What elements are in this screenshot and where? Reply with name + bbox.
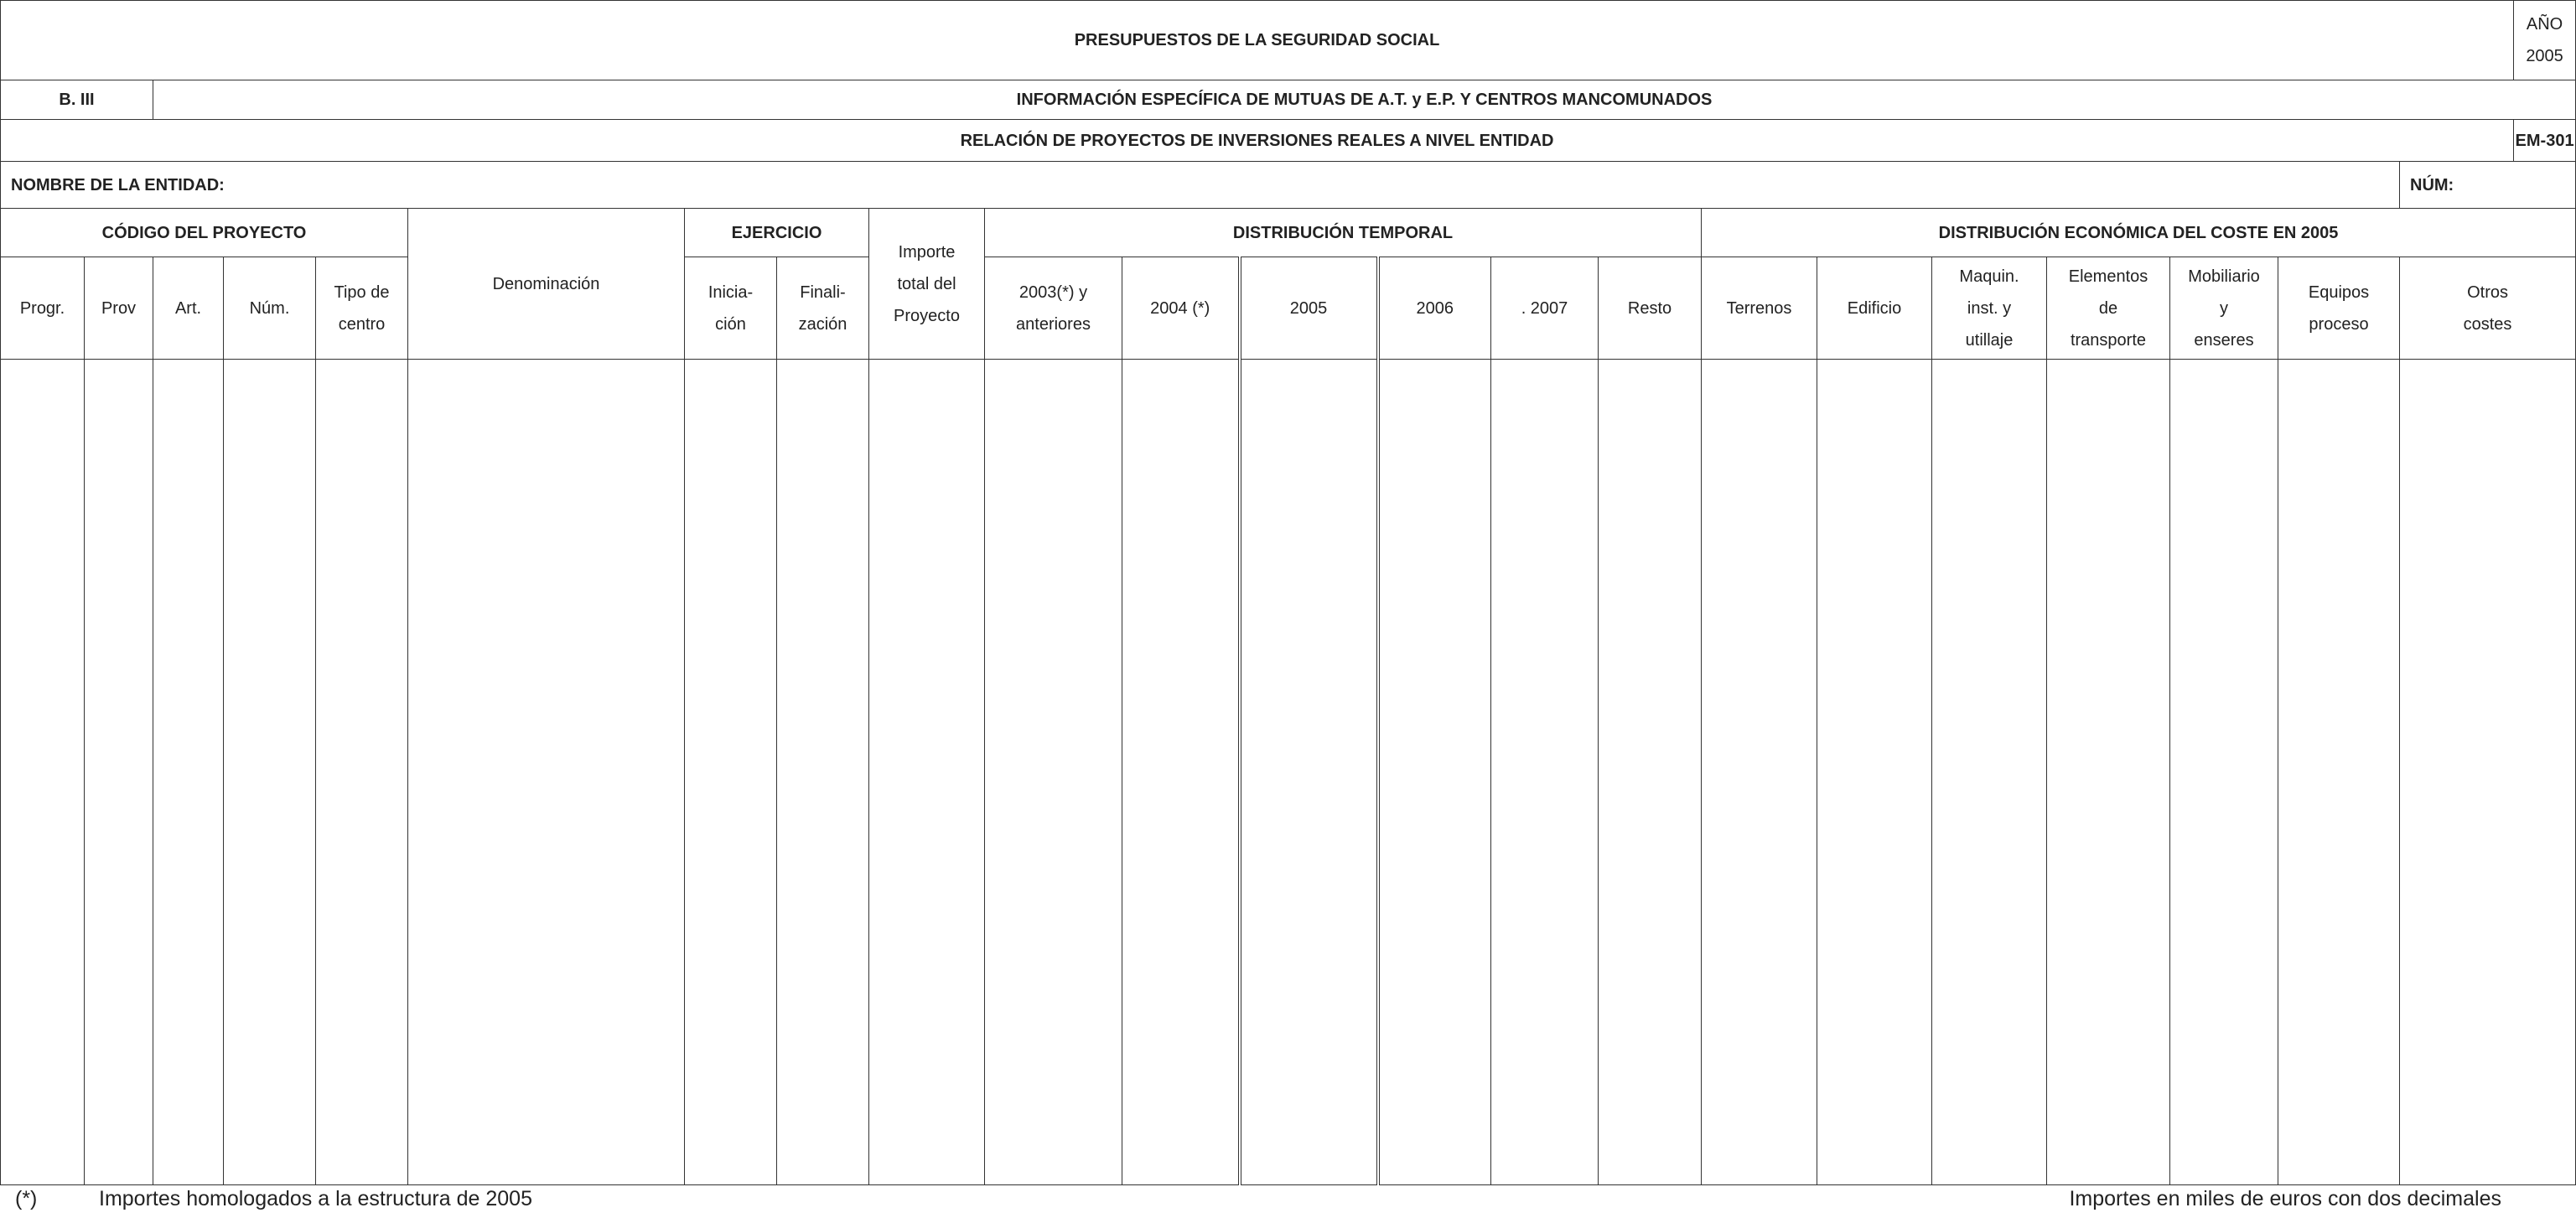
cell-resto[interactable] [1599, 360, 1702, 1185]
col-finali-line1: Finali- [800, 282, 846, 302]
cell-progr[interactable] [1, 360, 85, 1185]
col-importe-line1: Importe [898, 242, 956, 262]
group-ejercicio: EJERCICIO [685, 209, 869, 257]
group-distribucion-temporal: DISTRIBUCIÓN TEMPORAL [985, 209, 1702, 257]
section-code: B. III [1, 80, 153, 120]
col-art: Art. [153, 257, 224, 360]
cell-finalizacion[interactable] [777, 360, 869, 1185]
col-2007: . 2007 [1491, 257, 1599, 360]
col-elementos-transporte [2047, 257, 2170, 360]
cell-importe-total[interactable] [869, 360, 985, 1185]
col-prov: Prov [85, 257, 153, 360]
form-subtitle: RELACIÓN DE PROYECTOS DE INVERSIONES REALES A NIVEL ENTIDAD [1, 120, 2514, 162]
cell-2006[interactable] [1378, 360, 1491, 1185]
col-progr: Progr. [1, 257, 85, 360]
cell-elementos-transporte[interactable] [2047, 360, 2170, 1185]
cell-denominacion[interactable] [408, 360, 685, 1185]
entity-number-field: NÚM: [2400, 162, 2576, 209]
col-inicia-line2: ción [715, 314, 746, 334]
page-title: PRESUPUESTOS DE LA SEGURIDAD SOCIAL [1, 1, 2514, 80]
col-elem-line3: transporte [2070, 330, 2147, 350]
cell-tipo-centro[interactable] [316, 360, 408, 1185]
col-tipo-centro [316, 257, 408, 360]
col-2003-line2: anteriores [1016, 314, 1091, 334]
col-equipos-line2: proceso [2309, 314, 2369, 334]
col-maquin-line3: utillaje [1965, 330, 2014, 350]
col-denominacion: Denominación [408, 209, 685, 360]
col-2005: 2005 [1240, 257, 1378, 360]
cell-terrenos[interactable] [1702, 360, 1817, 1185]
col-otros-costes [2400, 257, 2576, 360]
year-box [2514, 1, 2576, 80]
col-otros-line2: costes [2463, 314, 2512, 334]
col-otros-line1: Otros [2467, 282, 2508, 302]
col-inicia-line1: Inicia- [707, 282, 754, 302]
col-importe-line3: Proyecto [894, 306, 960, 325]
table-body-row [1, 360, 2576, 1185]
section-title: INFORMACIÓN ESPECÍFICA DE MUTUAS DE A.T. y E.P. Y CENTROS MANCOMUNADOS [153, 80, 2576, 120]
col-num: Núm. [224, 257, 316, 360]
footnote-text: Importes homologados a la estructura de 2005 [99, 1187, 532, 1210]
col-2006: 2006 [1378, 257, 1491, 360]
col-2003-line1: 2003(*) y [1018, 282, 1088, 302]
year-label: AÑO [2526, 15, 2563, 34]
col-resto: Resto [1599, 257, 1702, 360]
col-mob-line1: Mobiliario [2188, 267, 2260, 286]
col-2003-anteriores [985, 257, 1122, 360]
col-terrenos: Terrenos [1702, 257, 1817, 360]
col-maquin-line1: Maquin. [1959, 267, 2019, 286]
cell-2005[interactable] [1240, 360, 1378, 1185]
group-codigo-proyecto: CÓDIGO DEL PROYECTO [1, 209, 408, 257]
col-mob-line3: enseres [2194, 330, 2254, 350]
entity-name-field: NOMBRE DE LA ENTIDAD: [1, 162, 2400, 209]
col-mob-line2: y [2220, 298, 2228, 318]
cell-equipos-proceso[interactable] [2278, 360, 2400, 1185]
cell-art[interactable] [153, 360, 224, 1185]
col-importe-total [869, 209, 985, 360]
col-elem-line2: de [2098, 298, 2118, 318]
col-2004: 2004 (*) [1122, 257, 1240, 360]
page-footer [0, 1187, 2511, 1215]
col-finalizacion [777, 257, 869, 360]
form-code: EM-301 [2514, 120, 2576, 162]
col-maquinaria [1932, 257, 2047, 360]
cell-2007[interactable] [1491, 360, 1599, 1185]
year-value: 2005 [2526, 47, 2563, 65]
units-note: Importes en miles de euros con dos decimales [2069, 1187, 2501, 1210]
footnote-mark: (*) [15, 1187, 38, 1210]
cell-otros-costes[interactable] [2400, 360, 2576, 1185]
col-tipo-line2: centro [338, 314, 386, 334]
col-importe-line2: total del [897, 274, 956, 293]
col-finali-line2: zación [798, 314, 847, 334]
col-maquin-line2: inst. y [1967, 298, 2012, 318]
col-iniciacion [685, 257, 777, 360]
cell-2004[interactable] [1122, 360, 1240, 1185]
col-equipos-line1: Equipos [2308, 282, 2370, 302]
cell-mobiliario[interactable] [2170, 360, 2278, 1185]
cell-edificio[interactable] [1817, 360, 1932, 1185]
col-tipo-line1: Tipo de [334, 282, 390, 302]
cell-maquinaria[interactable] [1932, 360, 2047, 1185]
cell-2003[interactable] [985, 360, 1122, 1185]
col-equipos-proceso [2278, 257, 2400, 360]
col-edificio: Edificio [1817, 257, 1932, 360]
cell-num[interactable] [224, 360, 316, 1185]
col-mobiliario [2170, 257, 2278, 360]
cell-iniciacion[interactable] [685, 360, 777, 1185]
cell-prov[interactable] [85, 360, 153, 1185]
group-distribucion-economica: DISTRIBUCIÓN ECONÓMICA DEL COSTE EN 2005 [1702, 209, 2576, 257]
col-elem-line1: Elementos [2068, 267, 2148, 286]
